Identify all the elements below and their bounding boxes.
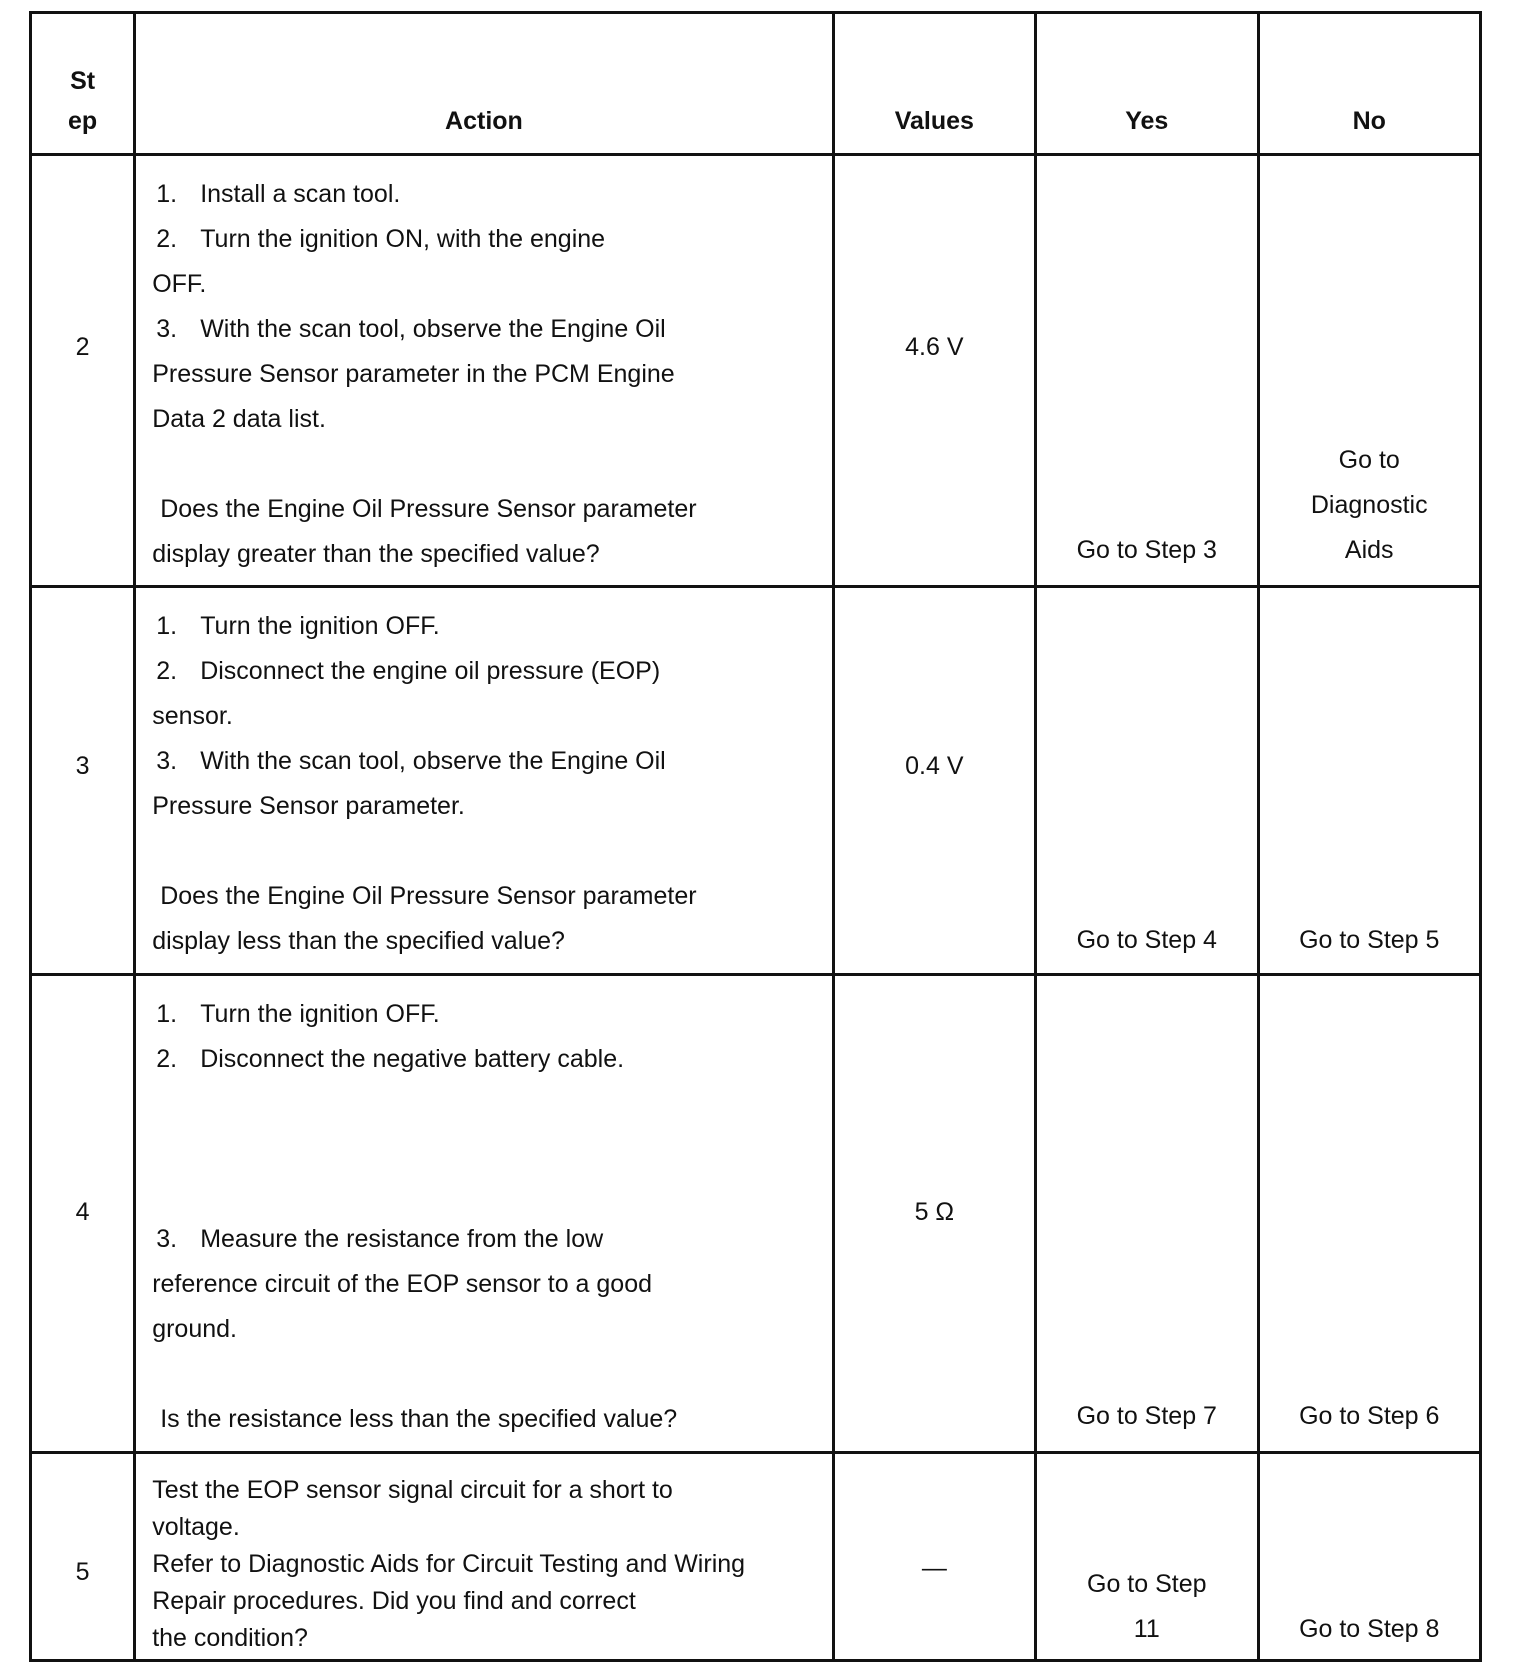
yes-cell bbox=[1036, 975, 1258, 1453]
step-cell bbox=[31, 1453, 135, 1661]
step-number: 4 bbox=[75, 1198, 90, 1226]
header-no bbox=[1258, 13, 1481, 155]
diagnostic-table bbox=[29, 11, 1482, 1662]
action-text: voltage. bbox=[152, 1513, 240, 1541]
no-cell bbox=[1258, 1453, 1481, 1661]
yes-action: 11 bbox=[1133, 1615, 1160, 1643]
action-cell bbox=[135, 1453, 833, 1661]
action-cell bbox=[135, 975, 833, 1453]
no-action: Go to Step 5 bbox=[1299, 926, 1440, 954]
value-cell bbox=[833, 975, 1035, 1453]
yes-action: Go to Step 3 bbox=[1076, 536, 1217, 564]
no-cell bbox=[1258, 587, 1481, 975]
header-values bbox=[833, 13, 1035, 155]
step-item-continuation: OFF. bbox=[152, 270, 207, 298]
table-row bbox=[31, 155, 1481, 587]
spec-value: 5 Ω bbox=[914, 1198, 955, 1226]
step-item-text: Turn the ignition ON, with the engine bbox=[200, 225, 606, 253]
step-item-continuation: sensor. bbox=[152, 702, 233, 730]
step-item-continuation: Data 2 data list. bbox=[152, 405, 326, 433]
action-text: Refer to Diagnostic Aids for Circuit Testing and Wiring bbox=[152, 1550, 746, 1578]
no-action: Go to Step 8 bbox=[1299, 1615, 1440, 1643]
step-item-text: Turn the ignition OFF. bbox=[200, 612, 440, 640]
step-cell bbox=[31, 587, 135, 975]
value-cell bbox=[833, 155, 1035, 587]
step-number: 5 bbox=[75, 1558, 90, 1586]
header-step-line2: ep bbox=[68, 107, 98, 135]
yes-cell bbox=[1036, 155, 1258, 587]
table-row bbox=[31, 1453, 1481, 1661]
step-item-text: Disconnect the negative battery cable. bbox=[200, 1045, 625, 1073]
value-cell bbox=[833, 1453, 1035, 1661]
step-item-text: Turn the ignition OFF. bbox=[200, 1000, 440, 1028]
yes-action: Go to Step bbox=[1087, 1570, 1207, 1598]
no-action: Diagnostic bbox=[1310, 491, 1428, 519]
question-text: Is the resistance less than the specified value? bbox=[160, 1405, 678, 1433]
step-item-text: Install a scan tool. bbox=[200, 180, 401, 208]
spec-value: 4.6 V bbox=[905, 333, 964, 361]
step-item-continuation: Pressure Sensor parameter. bbox=[152, 792, 465, 820]
question-text: display greater than the specified value? bbox=[152, 540, 600, 568]
step-item-number: 3. bbox=[156, 1225, 178, 1253]
step-item-number: 2. bbox=[156, 1045, 178, 1073]
header-no-label: No bbox=[1352, 107, 1386, 135]
step-item-text: Disconnect the engine oil pressure (EOP) bbox=[200, 657, 661, 685]
header-action bbox=[135, 13, 833, 155]
no-cell bbox=[1258, 975, 1481, 1453]
no-cell bbox=[1258, 155, 1481, 587]
value-cell bbox=[833, 587, 1035, 975]
yes-action: Go to Step 7 bbox=[1076, 1402, 1217, 1430]
no-action: Go to bbox=[1338, 446, 1400, 474]
step-cell bbox=[31, 155, 135, 587]
step-item-number: 1. bbox=[156, 180, 178, 208]
question-text: display less than the specified value? bbox=[152, 927, 565, 955]
question-text: Does the Engine Oil Pressure Sensor parameter bbox=[160, 495, 697, 523]
step-item-text: With the scan tool, observe the Engine Oil bbox=[200, 315, 666, 343]
step-item-number: 2. bbox=[156, 225, 178, 253]
question-text: Does the Engine Oil Pressure Sensor parameter bbox=[160, 882, 697, 910]
header-values-label: Values bbox=[894, 107, 974, 135]
header-yes bbox=[1036, 13, 1258, 155]
header-step-line1: St bbox=[70, 67, 96, 95]
step-item-text: With the scan tool, observe the Engine Oil bbox=[200, 747, 666, 775]
step-item-continuation: Pressure Sensor parameter in the PCM Engine bbox=[152, 360, 675, 388]
yes-cell bbox=[1036, 1453, 1258, 1661]
header-yes-label: Yes bbox=[1125, 107, 1169, 135]
step-item-continuation: ground. bbox=[152, 1315, 237, 1343]
yes-cell bbox=[1036, 587, 1258, 975]
step-item-continuation: reference circuit of the EOP sensor to a good bbox=[152, 1270, 653, 1298]
header-step bbox=[31, 13, 135, 155]
step-number: 3 bbox=[75, 752, 90, 780]
header-action-label: Action bbox=[445, 107, 523, 135]
action-text: Repair procedures. Did you find and correct bbox=[152, 1587, 636, 1615]
no-action: Go to Step 6 bbox=[1299, 1402, 1440, 1430]
step-item-number: 2. bbox=[156, 657, 178, 685]
step-item-text: Measure the resistance from the low bbox=[200, 1225, 604, 1253]
step-item-number: 3. bbox=[156, 315, 178, 343]
step-number: 2 bbox=[75, 333, 90, 361]
action-text: Test the EOP sensor signal circuit for a short to bbox=[152, 1476, 673, 1504]
action-text: the condition? bbox=[152, 1624, 308, 1652]
step-item-number: 3. bbox=[156, 747, 178, 775]
action-cell bbox=[135, 155, 833, 587]
yes-action: Go to Step 4 bbox=[1076, 926, 1217, 954]
spec-value: — bbox=[921, 1554, 947, 1582]
table-row bbox=[31, 587, 1481, 975]
spec-value: 0.4 V bbox=[905, 752, 964, 780]
table-row bbox=[31, 975, 1481, 1453]
action-cell bbox=[135, 587, 833, 975]
step-item-number: 1. bbox=[156, 1000, 178, 1028]
step-item-number: 1. bbox=[156, 612, 178, 640]
header-row bbox=[31, 13, 1481, 155]
no-action: Aids bbox=[1344, 536, 1394, 564]
step-cell bbox=[31, 975, 135, 1453]
